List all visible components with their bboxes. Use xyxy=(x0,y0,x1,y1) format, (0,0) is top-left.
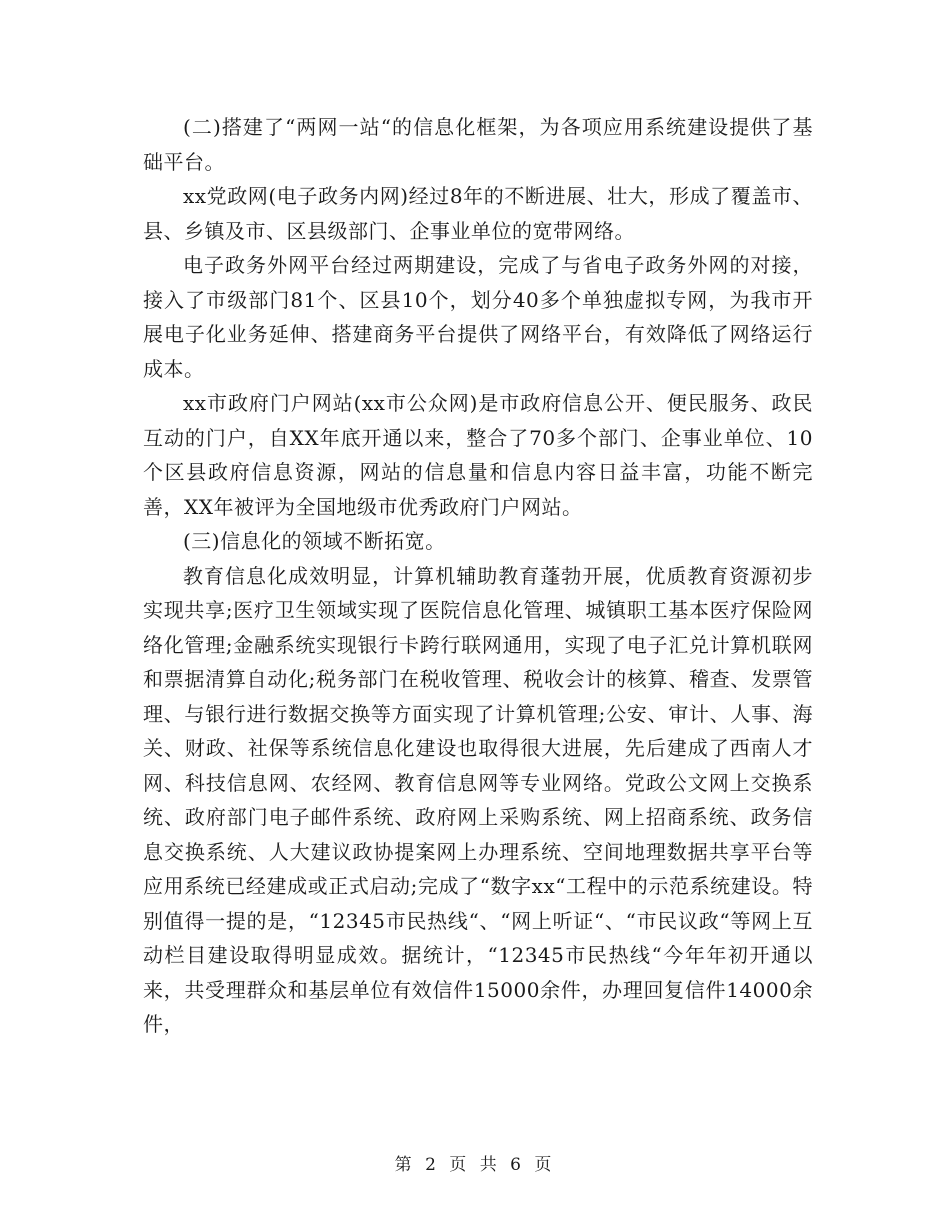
page-footer xyxy=(0,1150,950,1175)
paragraph-government-portal: xx市政府门户网站(xx市公众网)是市政府信息公开、便民服务、政民互动的门户，自XX年底开通以来，整合了70多个部门、企事业单位、10个区县政府信息资源，网站的信息量和信息内容日益丰富，功能不断完善，XX年被评为全国地级市优秀政府门户网站。 xyxy=(143,391,813,519)
paragraph-section-3-heading: (三)信息化的领域不断拓宽。 xyxy=(183,529,446,553)
paragraph-party-network: xx党政网(电子政务内网)经过8年的不断进展、壮大，形成了覆盖市、县、乡镇及市、区县级部门、企事业单位的宽带网络。 xyxy=(143,184,813,243)
paragraph-sector-informatization: 教育信息化成效明显，计算机辅助教育蓬勃开展，优质教育资源初步实现共享;医疗卫生领域实现了医院信息化管理、城镇职工基本医疗保险网络化管理;金融系统实现银行卡跨行联网通用，实现了电子汇兑计算机联网和票据清算自动化;税务部门在税收管理、税收会计的核算、稽查、发票管理、与银行进行数据交换等方面实现了计算机管理;公安、审计、人事、海关、财政、社保等系统信息化建设也取得很大进展，先后建成了西南人才网、科技信息网、农经网、教育信息网等专业网络。党政公文网上交换系统、政府部门电子邮件系统、政府网上采购系统、网上招商系统、政务信息交换系统、人大建议政协提案网上办理系统、空间地理数据共享平台等应用系统已经建成或正式启动;完成了“数字xx“工程中的示范系统建设。特别值得一提的是，“12345市民热线“、“网上听证“、“市民议政“等网上互动栏目建设取得明显成效。据统计，“12345市民热线“今年年初开通以来，共受理群众和基层单位有效信件15000余件，办理回复信件14000余件， xyxy=(143,563,813,1036)
document-body xyxy=(143,110,813,1042)
page-number: 第 2 页 共 6 页 xyxy=(394,1155,556,1175)
paragraph-external-network: 电子政务外网平台经过两期建设，完成了与省电子政务外网的对接，接入了市级部门81个、区县10个，划分40多个单独虚拟专网，为我市开展电子化业务延伸、搭建商务平台提供了网络平台，有效降低了网络运行成本。 xyxy=(143,253,813,381)
paragraph-section-2-heading: (二)搭建了“两网一站“的信息化框架，为各项应用系统建设提供了基础平台。 xyxy=(143,115,813,174)
